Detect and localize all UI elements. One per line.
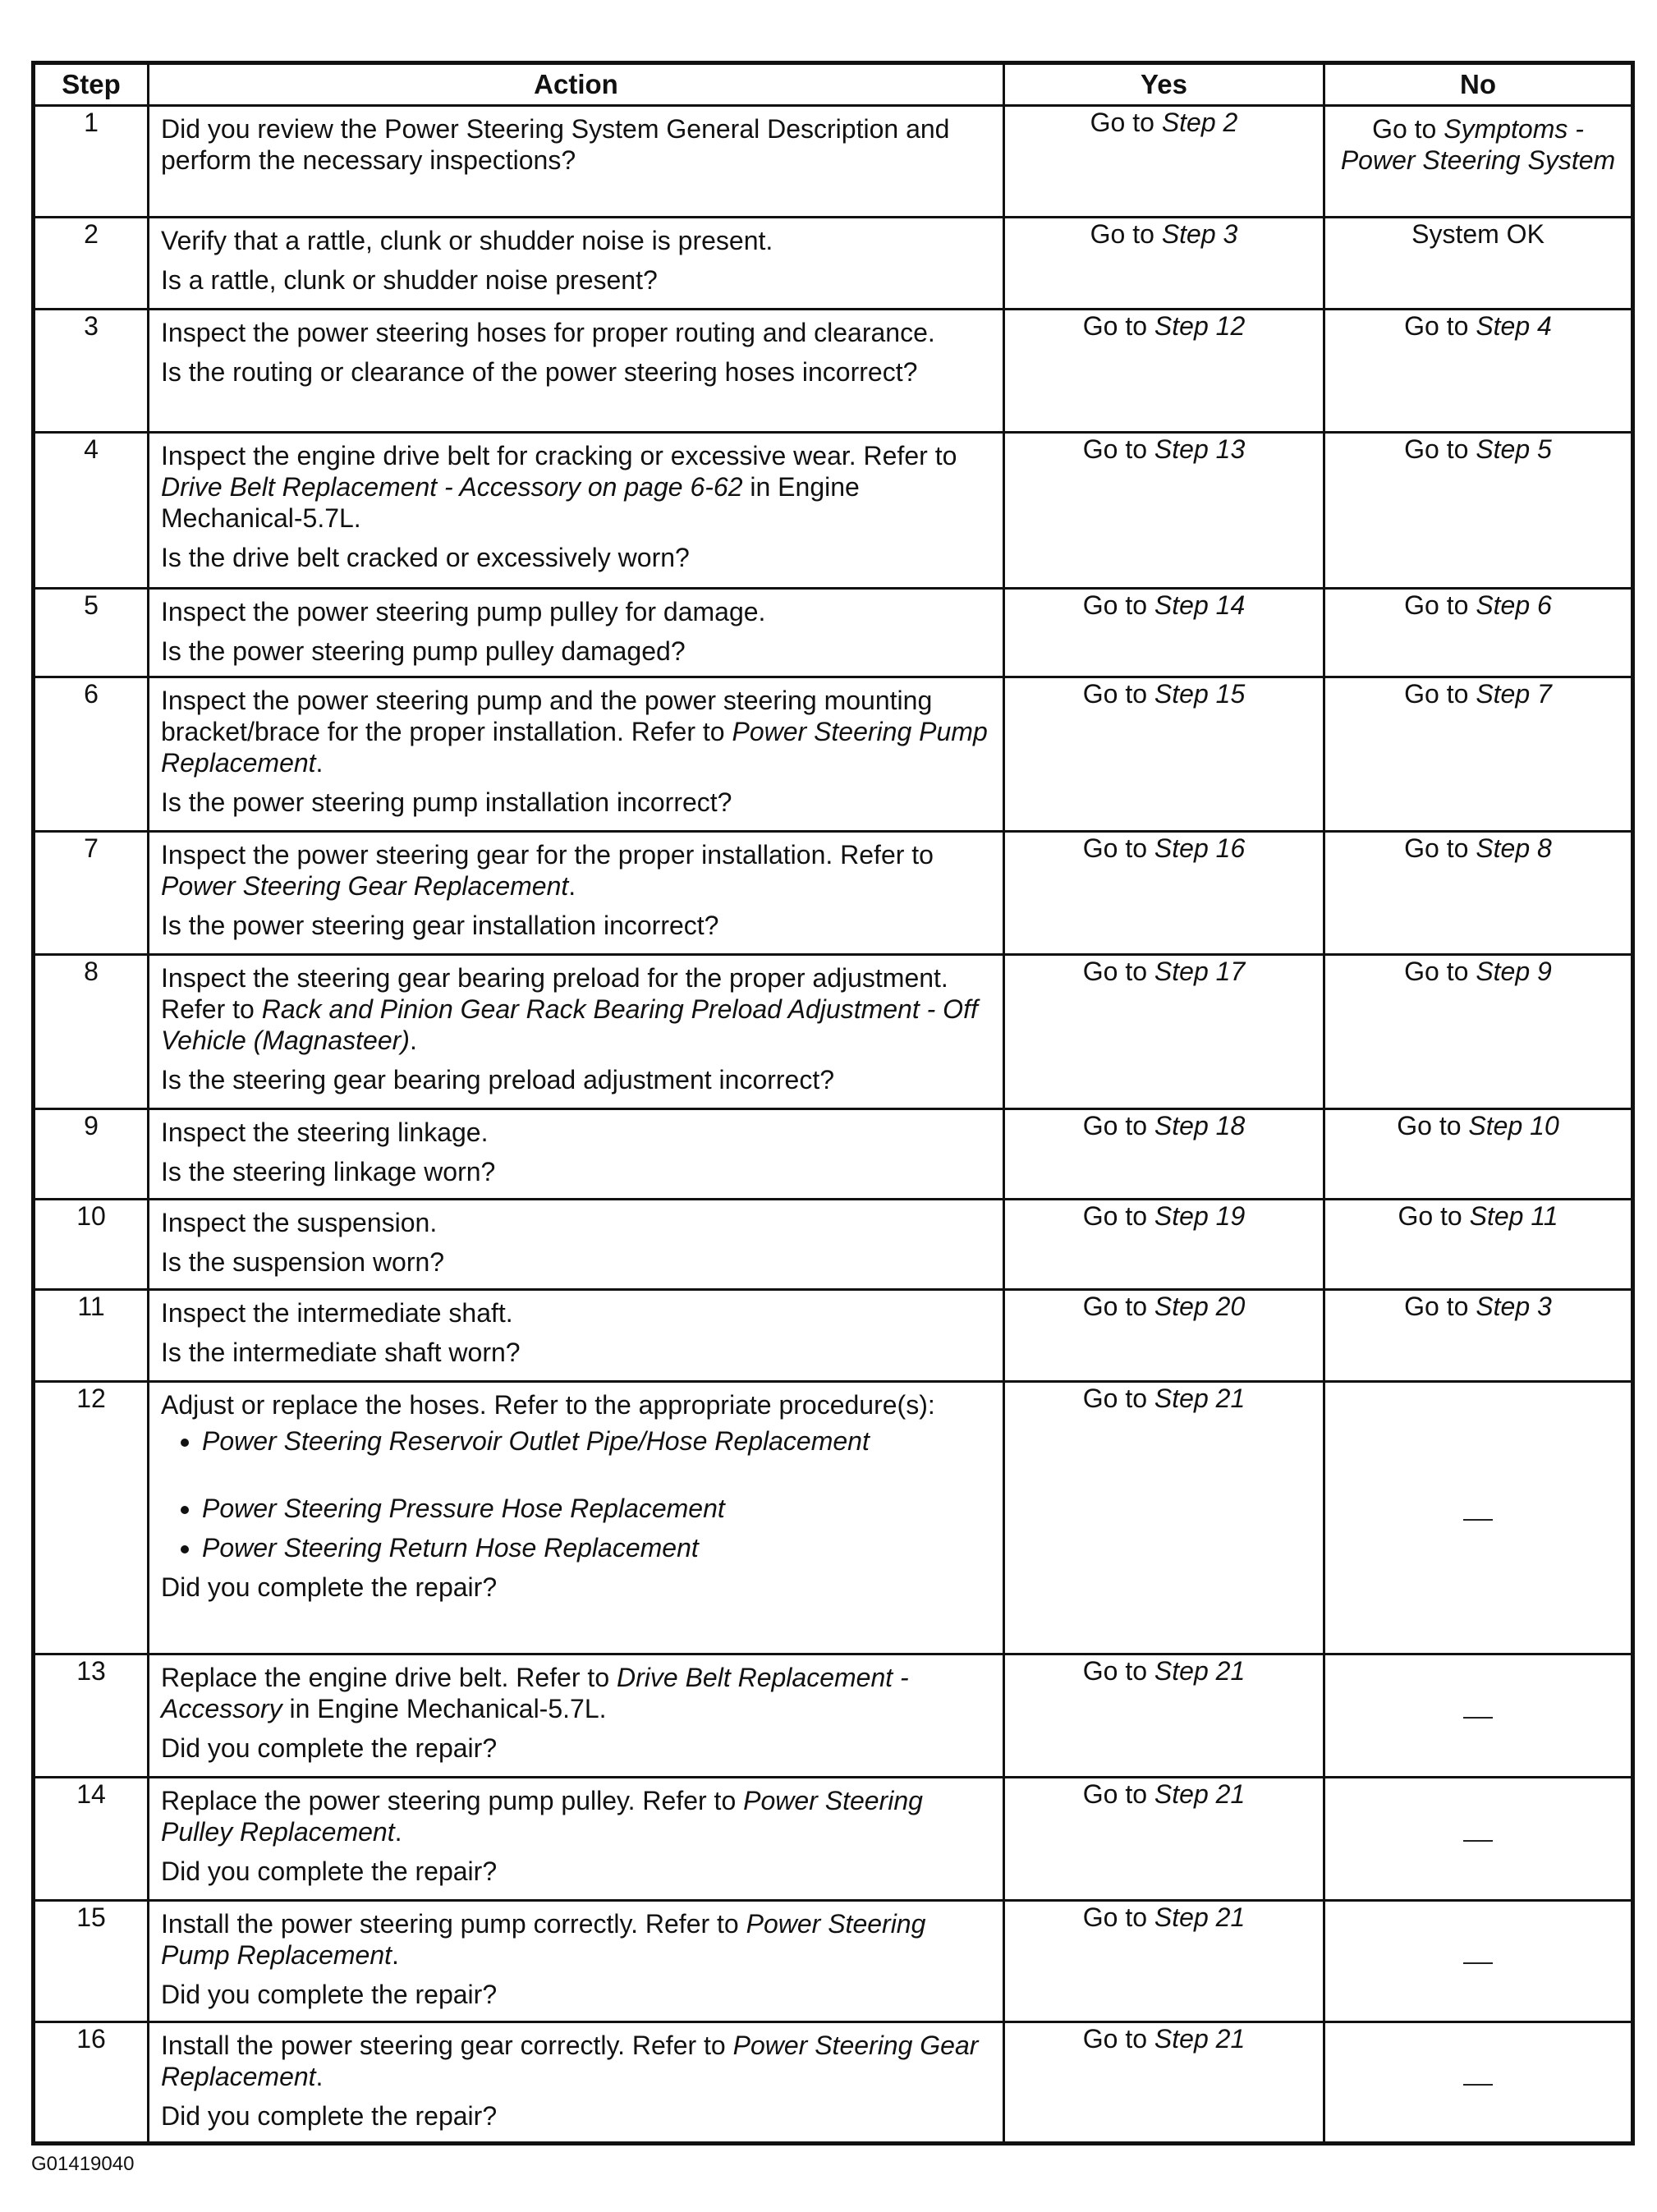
action-segment: Inspect the power steering gear for the proper installation. Refer to <box>161 840 934 870</box>
table-row <box>34 218 1633 310</box>
action-question: Did you complete the repair? <box>161 2101 498 2131</box>
procedure-reference: Power Steering Gear Replacement <box>161 2031 979 2091</box>
yes-step-reference: Step 21 <box>1154 1656 1246 1686</box>
yes-step-reference: Step 15 <box>1154 679 1246 709</box>
yes-cell <box>1004 1901 1324 2022</box>
table-row <box>34 1654 1633 1778</box>
no-cell <box>1324 589 1633 677</box>
yes-prefix: Go to <box>1082 679 1154 709</box>
table-header-row <box>34 63 1633 106</box>
table-row <box>34 1109 1633 1200</box>
yes-step-reference: Step 20 <box>1154 1292 1246 1321</box>
yes-cell <box>1004 1109 1324 1200</box>
yes-cell <box>1004 2022 1324 2144</box>
yes-cell <box>1004 1778 1324 1901</box>
header-step: Step <box>34 63 149 106</box>
action-segment: Verify that a rattle, clunk or shudder noise is present. <box>161 226 773 255</box>
no-prefix: Go to <box>1404 1292 1476 1321</box>
action-segment: Inspect the power steering pump and the power steering mounting bracket/brace for the proper installation. Refer to <box>161 686 933 746</box>
action-text <box>161 1785 991 1847</box>
yes-prefix: Go to <box>1082 590 1154 620</box>
action-question: Did you complete the repair? <box>161 1856 498 1886</box>
action-cell <box>149 1290 1004 1382</box>
yes-cell <box>1004 677 1324 832</box>
action-segment: . <box>394 1817 402 1847</box>
step-number: 11 <box>34 1290 149 1382</box>
yes-step-reference: Step 13 <box>1154 434 1246 464</box>
yes-prefix: Go to <box>1082 1779 1154 1809</box>
action-segment: Did you review the Power Steering System General Description and perform the necessary inspections? <box>161 114 950 175</box>
no-cell <box>1324 1654 1633 1778</box>
no-step-reference: Step 7 <box>1476 679 1552 709</box>
yes-step-reference: Step 21 <box>1154 1779 1246 1809</box>
no-step-reference: Step 10 <box>1468 1111 1559 1140</box>
step-number: 10 <box>34 1200 149 1290</box>
action-question: Is the steering linkage worn? <box>161 1157 496 1186</box>
action-text <box>161 1908 991 1971</box>
action-segment: . <box>409 1026 417 1055</box>
action-question: Is the power steering pump installation incorrect? <box>161 787 732 817</box>
yes-step-reference: Step 18 <box>1154 1111 1246 1140</box>
action-text <box>161 685 991 778</box>
procedure-list-item: • Power Steering Reservoir Outlet Pipe/Hose Replacement <box>202 1425 991 1457</box>
action-segment: . <box>392 1940 399 1970</box>
action-cell <box>149 2022 1004 2144</box>
yes-step-reference: Step 19 <box>1154 1201 1246 1231</box>
yes-step-reference: Step 12 <box>1154 311 1246 341</box>
action-question: Is the intermediate shaft worn? <box>161 1338 521 1367</box>
table-row <box>34 1778 1633 1901</box>
action-segment: Inspect the suspension. <box>161 1208 438 1237</box>
table-row <box>34 677 1633 832</box>
procedure-reference: Drive Belt Replacement - Accessory on page 6-62 <box>161 472 743 502</box>
action-segment: Adjust or replace the hoses. Refer to the appropriate procedure(s): <box>161 1390 935 1420</box>
action-text <box>161 1662 991 1724</box>
no-cell <box>1324 106 1633 218</box>
not-applicable-dash <box>1463 1519 1493 1521</box>
no-cell <box>1324 218 1633 310</box>
not-applicable-dash <box>1463 1962 1493 1964</box>
no-prefix: Go to <box>1372 114 1444 144</box>
action-segment: in Engine Mechanical-5.7L. <box>161 472 860 533</box>
action-segment: . <box>315 748 324 778</box>
no-prefix: Go to <box>1404 434 1476 464</box>
no-prefix: Go to <box>1397 1111 1469 1140</box>
not-applicable-dash <box>1463 1717 1493 1719</box>
header-no: No <box>1324 63 1633 106</box>
yes-cell <box>1004 218 1324 310</box>
no-prefix: Go to <box>1404 957 1476 986</box>
action-segment: Inspect the steering linkage. <box>161 1117 489 1147</box>
no-prefix: Go to <box>1404 311 1476 341</box>
action-question: Did you complete the repair? <box>161 1980 498 2009</box>
step-number: 6 <box>34 677 149 832</box>
action-question: Did you complete the repair? <box>161 1572 498 1602</box>
yes-cell <box>1004 955 1324 1109</box>
yes-cell <box>1004 1200 1324 1290</box>
no-cell <box>1324 1778 1633 1901</box>
action-cell <box>149 1654 1004 1778</box>
no-prefix: System OK <box>1411 219 1545 249</box>
table-row <box>34 106 1633 218</box>
no-cell <box>1324 1901 1633 2022</box>
no-cell <box>1324 1200 1633 1290</box>
action-text <box>161 225 991 256</box>
yes-cell <box>1004 1290 1324 1382</box>
procedure-list-item: • Power Steering Return Hose Replacement <box>202 1532 991 1563</box>
action-text <box>161 1297 991 1329</box>
action-segment: Inspect the power steering pump pulley for damage. <box>161 597 766 626</box>
step-number: 4 <box>34 433 149 589</box>
yes-prefix: Go to <box>1082 1384 1154 1413</box>
action-segment: Install the power steering pump correctly. Refer to <box>161 1909 746 1939</box>
action-cell <box>149 1109 1004 1200</box>
step-number: 14 <box>34 1778 149 1901</box>
yes-cell <box>1004 433 1324 589</box>
step-number: 2 <box>34 218 149 310</box>
diagnostic-table-container <box>31 61 1631 2145</box>
procedure-list <box>161 1425 991 1563</box>
action-text <box>161 440 991 534</box>
header-action: Action <box>149 63 1004 106</box>
yes-step-reference: Step 16 <box>1154 833 1246 863</box>
yes-step-reference: Step 21 <box>1154 1902 1246 1932</box>
no-cell <box>1324 1109 1633 1200</box>
action-cell <box>149 955 1004 1109</box>
action-cell <box>149 677 1004 832</box>
yes-prefix: Go to <box>1082 1656 1154 1686</box>
step-number: 5 <box>34 589 149 677</box>
table-row <box>34 589 1633 677</box>
no-step-reference: Step 9 <box>1476 957 1552 986</box>
action-segment: Inspect the intermediate shaft. <box>161 1298 513 1328</box>
yes-prefix: Go to <box>1082 1111 1154 1140</box>
yes-cell <box>1004 589 1324 677</box>
yes-prefix: Go to <box>1082 434 1154 464</box>
yes-prefix: Go to <box>1082 833 1154 863</box>
yes-prefix: Go to <box>1082 2024 1154 2054</box>
no-step-reference: Symptoms - Power Steering System <box>1340 114 1616 175</box>
no-cell <box>1324 2022 1633 2144</box>
no-cell <box>1324 1290 1633 1382</box>
step-number: 12 <box>34 1382 149 1654</box>
procedure-reference: Rack and Pinion Gear Rack Bearing Preload Adjustment - Off Vehicle (Magnasteer) <box>161 994 978 1055</box>
no-step-reference: Step 6 <box>1476 590 1552 620</box>
action-text <box>161 596 991 627</box>
action-question: Did you complete the repair? <box>161 1733 498 1763</box>
yes-step-reference: Step 2 <box>1161 108 1238 137</box>
yes-step-reference: Step 3 <box>1161 219 1238 249</box>
yes-step-reference: Step 14 <box>1154 590 1246 620</box>
procedure-list-item: • Power Steering Pressure Hose Replacement <box>202 1493 991 1524</box>
action-cell <box>149 310 1004 433</box>
action-cell <box>149 218 1004 310</box>
action-question: Is the drive belt cracked or excessively worn? <box>161 543 690 572</box>
table-row <box>34 2022 1633 2144</box>
action-text <box>161 962 991 1056</box>
action-text <box>161 113 991 176</box>
action-text <box>161 2030 991 2092</box>
table-row <box>34 310 1633 433</box>
action-cell <box>149 1901 1004 2022</box>
step-number: 1 <box>34 106 149 218</box>
yes-step-reference: Step 21 <box>1154 1384 1246 1413</box>
action-cell <box>149 106 1004 218</box>
action-question: Is the power steering pump pulley damaged? <box>161 636 686 666</box>
no-cell <box>1324 433 1633 589</box>
action-cell <box>149 1200 1004 1290</box>
no-cell <box>1324 1382 1633 1654</box>
no-step-reference: Step 3 <box>1476 1292 1552 1321</box>
no-step-reference: Step 5 <box>1476 434 1552 464</box>
figure-id: G01419040 <box>31 2153 135 2175</box>
action-question: Is the power steering gear installation incorrect? <box>161 911 719 940</box>
action-text <box>161 1117 991 1148</box>
yes-prefix: Go to <box>1082 1902 1154 1932</box>
step-number: 16 <box>34 2022 149 2144</box>
no-step-reference: Step 8 <box>1476 833 1552 863</box>
action-question: Is the suspension worn? <box>161 1247 445 1277</box>
not-applicable-dash <box>1463 2084 1493 2086</box>
no-step-reference: Step 11 <box>1469 1201 1558 1231</box>
action-text <box>161 1207 991 1238</box>
yes-prefix: Go to <box>1082 1201 1154 1231</box>
action-text <box>161 317 991 348</box>
not-applicable-dash <box>1463 1840 1493 1842</box>
yes-cell <box>1004 1382 1324 1654</box>
action-segment: Inspect the steering gear bearing preload for the proper adjustment. Refer to <box>161 963 948 1024</box>
action-question: Is the steering gear bearing preload adjustment incorrect? <box>161 1065 835 1095</box>
table-row <box>34 1901 1633 2022</box>
procedure-reference: Power Steering Pulley Replacement <box>161 1786 923 1847</box>
table-row <box>34 832 1633 955</box>
action-cell <box>149 433 1004 589</box>
header-yes: Yes <box>1004 63 1324 106</box>
yes-cell <box>1004 1654 1324 1778</box>
no-prefix: Go to <box>1404 590 1476 620</box>
no-cell <box>1324 310 1633 433</box>
yes-step-reference: Step 17 <box>1154 957 1246 986</box>
procedure-reference: Power Steering Gear Replacement <box>161 871 569 901</box>
table-row <box>34 1200 1633 1290</box>
procedure-reference: Power Steering Pump Replacement <box>161 1909 926 1970</box>
no-prefix: Go to <box>1398 1201 1470 1231</box>
yes-step-reference: Step 21 <box>1154 2024 1246 2054</box>
step-number: 8 <box>34 955 149 1109</box>
action-cell <box>149 1778 1004 1901</box>
step-number: 13 <box>34 1654 149 1778</box>
no-step-reference: Step 4 <box>1476 311 1552 341</box>
action-segment: Replace the engine drive belt. Refer to <box>161 1663 617 1692</box>
action-segment: Inspect the power steering hoses for proper routing and clearance. <box>161 318 935 347</box>
action-cell <box>149 832 1004 955</box>
no-cell <box>1324 677 1633 832</box>
yes-prefix: Go to <box>1082 957 1154 986</box>
action-segment: . <box>315 2062 324 2091</box>
step-number: 9 <box>34 1109 149 1200</box>
action-text <box>161 839 991 902</box>
action-cell <box>149 1382 1004 1654</box>
table-body <box>34 106 1633 2144</box>
table-row <box>34 955 1633 1109</box>
step-number: 3 <box>34 310 149 433</box>
procedure-reference: Power Steering Pump Replacement <box>161 717 988 778</box>
yes-prefix: Go to <box>1082 1292 1154 1321</box>
table-row <box>34 1382 1633 1654</box>
yes-cell <box>1004 106 1324 218</box>
no-prefix: Go to <box>1404 679 1476 709</box>
step-number: 15 <box>34 1901 149 2022</box>
yes-cell <box>1004 832 1324 955</box>
action-question: Is a rattle, clunk or shudder noise present? <box>161 265 658 295</box>
action-segment: Install the power steering gear correctly. Refer to <box>161 2031 733 2060</box>
table-row <box>34 433 1633 589</box>
diagnostic-steps-table <box>31 61 1635 2145</box>
action-text <box>161 1389 991 1420</box>
yes-prefix: Go to <box>1082 311 1154 341</box>
yes-cell <box>1004 310 1324 433</box>
action-segment: Inspect the engine drive belt for cracking or excessive wear. Refer to <box>161 441 957 470</box>
yes-prefix: Go to <box>1090 108 1162 137</box>
action-segment: Replace the power steering pump pulley. Refer to <box>161 1786 744 1815</box>
procedure-reference: Drive Belt Replacement - Accessory <box>161 1663 909 1723</box>
action-cell <box>149 589 1004 677</box>
action-segment: in Engine Mechanical-5.7L. <box>282 1694 607 1723</box>
no-cell <box>1324 955 1633 1109</box>
action-question: Is the routing or clearance of the power steering hoses incorrect? <box>161 357 918 387</box>
action-segment: . <box>568 871 576 901</box>
yes-prefix: Go to <box>1090 219 1162 249</box>
no-prefix: Go to <box>1404 833 1476 863</box>
step-number: 7 <box>34 832 149 955</box>
table-row <box>34 1290 1633 1382</box>
no-cell <box>1324 832 1633 955</box>
